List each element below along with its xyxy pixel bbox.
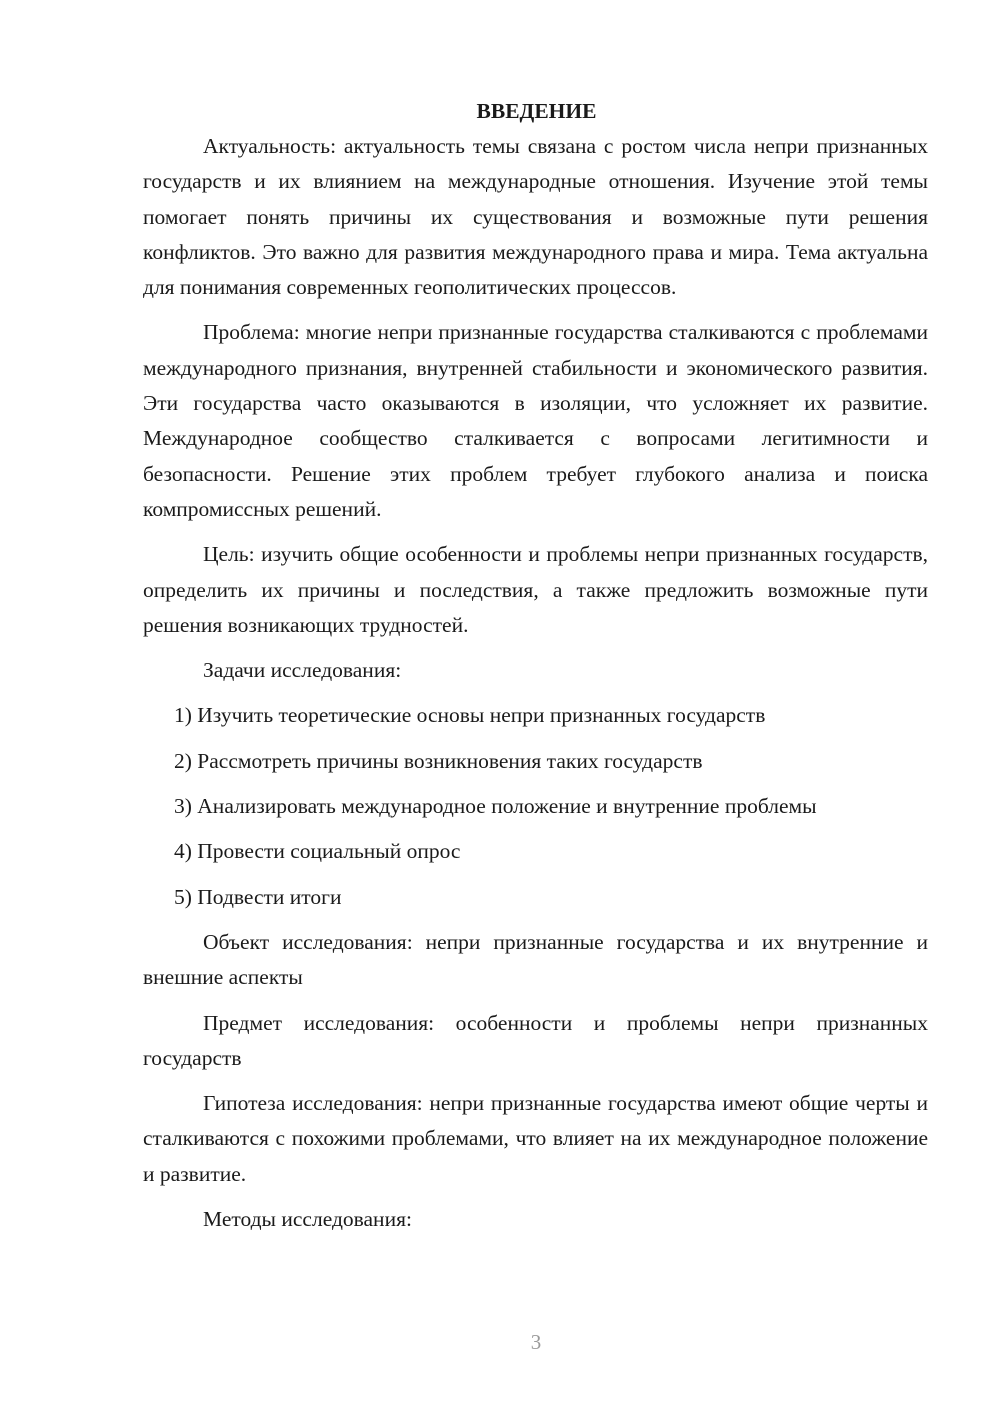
- tasks-heading: Задачи исследования:: [203, 658, 402, 683]
- relevance-paragraph: Актуальность: актуальность темы связана с ростом числа непри признанных государств и их влиянием на международные отношения. Изучение этой темы помогает понять причины их существования и возможные пути решения конфликтов. Это важно для развития международного права и мира. Тема актуальна для понимания современных геополитических процессов.: [143, 134, 928, 300]
- list-item: 1) Изучить теоретические основы непри признанных государств: [174, 703, 766, 728]
- goal-paragraph: Цель: изучить общие особенности и проблемы непри признанных государств, определить их причины и последствия, а также предложить возможные пути решения возникающих трудностей.: [143, 542, 928, 637]
- problem-paragraph: Проблема: многие непри признанные государства сталкиваются с проблемами международного признания, внутренней стабильности и экономического развития. Эти государства часто оказываются в изоляции, что усложняет их развитие. Международное сообщество сталкивается с вопросами легитимности и безопасности. Решение этих проблем требует глубокого анализа и поиска компромиссных решений.: [143, 320, 928, 521]
- tasks-list: [143, 698, 928, 914]
- list-item: 2) Рассмотреть причины возникновения таких государств: [174, 748, 703, 773]
- object-paragraph: Объект исследования: непри признанные государства и их внутренние и внешние аспекты: [143, 929, 928, 990]
- hypothesis-paragraph: Гипотеза исследования: непри признанные государства имеют общие черты и сталкиваются с похожими проблемами, что влияет на их международное положение и развитие.: [143, 1091, 928, 1186]
- list-item: 4) Провести социальный опрос: [174, 839, 461, 864]
- list-item: 5) Подвести итоги: [174, 884, 342, 909]
- list-item: 3) Анализировать международное положение и внутренние проблемы: [174, 794, 817, 819]
- document-page: [143, 94, 928, 1237]
- page-number: 3: [530, 1330, 542, 1354]
- subject-paragraph: Предмет исследования: особенности и проблемы непри признанных государств: [143, 1010, 928, 1070]
- methods-heading: Методы исследования:: [203, 1207, 412, 1232]
- page-title: ВВЕДЕНИЕ: [476, 99, 597, 123]
